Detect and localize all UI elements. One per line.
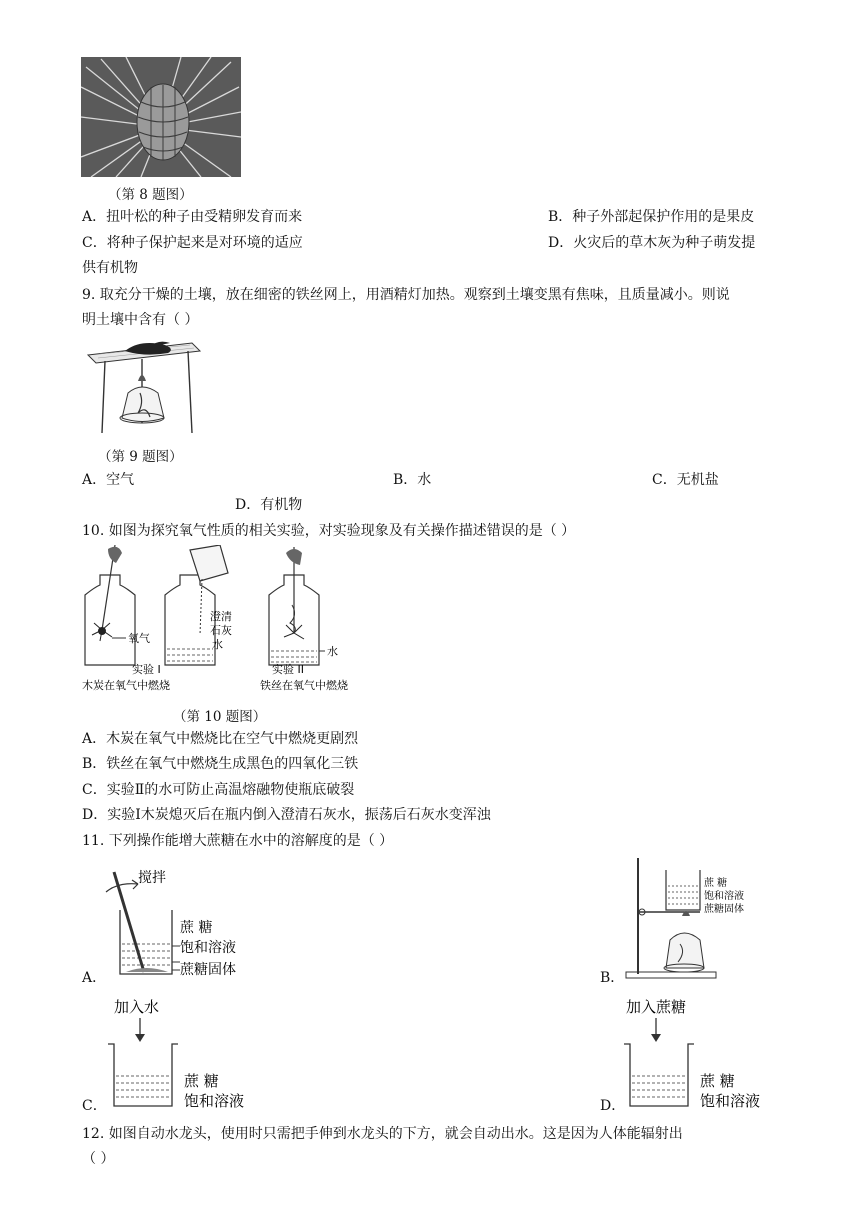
saturated-solution-label: 饱和溶液 [700, 1092, 761, 1110]
pine-cone-photo [81, 57, 241, 177]
sucrose-label: 蔗 糖 [184, 1072, 219, 1090]
option-a: A． [82, 970, 107, 986]
option-d: D．火灾后的草木灰为种子萌发提 [548, 235, 756, 251]
add-water-beaker-diagram [100, 992, 256, 1112]
experiment-2-label: 实验 II [272, 663, 304, 676]
oxygen-experiment-diagram [80, 545, 362, 697]
option-c: C．无机盐 [652, 472, 719, 488]
option-b: B．种子外部起保护作用的是果皮 [548, 209, 755, 225]
sucrose-solid-label: 蔗糖固体 [704, 904, 744, 915]
question-stem: 12. 如图自动水龙头，使用时只需把手伸到水龙头的下方，就会自动出水。这是因为人体能辐射出 [82, 1126, 683, 1142]
add-water-label: 加入水 [114, 998, 160, 1016]
limewater-label-1: 澄清 [210, 610, 232, 623]
question-stem-continued: （ ） [82, 1151, 115, 1167]
experiment-2-description: 铁丝在氧气中燃烧 [260, 679, 348, 692]
experiment-1-label: 实验 I [132, 663, 161, 676]
option-d: D．实验Ⅰ木炭熄灭后在瓶内倒入澄清石灰水，振荡后石灰水变浑浊 [82, 807, 491, 823]
stir-label: 搅拌 [138, 870, 166, 886]
heating-beaker-diagram [620, 856, 748, 982]
option-b: B． [600, 970, 625, 986]
option-a: A．扭叶松的种子由受精卵发育而来 [82, 209, 303, 225]
saturated-solution-label: 饱和溶液 [704, 891, 744, 902]
option-d: D．有机物 [235, 497, 303, 513]
question-stem: 9. 取充分干燥的土壤，放在细密的铁丝网上，用酒精灯加热。观察到土壤变黑有焦味，且质量减小。则说 [82, 287, 730, 303]
option-c: C．实验Ⅱ的水可防止高温熔融物使瓶底破裂 [82, 782, 355, 798]
experiment-1-description: 木炭在氧气中燃烧 [82, 679, 170, 692]
option-c: C．将种子保护起来是对环境的适应 [82, 235, 303, 251]
figure-caption: （第 8 题图） [108, 187, 193, 203]
water-label: 水 [327, 645, 338, 658]
option-b: B．水 [393, 472, 432, 488]
figure-caption: （第 10 题图） [173, 709, 267, 725]
limewater-label-3: 水 [212, 638, 223, 651]
option-c: C． [82, 1098, 107, 1114]
option-d: D． [600, 1098, 626, 1114]
option-b: B．铁丝在氧气中燃烧生成黑色的四氧化三铁 [82, 756, 359, 772]
sucrose-label: 蔗 糖 [704, 878, 728, 889]
saturated-solution-label: 饱和溶液 [184, 1092, 245, 1110]
add-sucrose-beaker-diagram [616, 992, 772, 1112]
soil-heating-diagram [80, 333, 204, 438]
add-sucrose-label: 加入蔗糖 [626, 998, 687, 1016]
question-stem: 11. 下列操作能增大蔗糖在水中的溶解度的是（ ） [82, 833, 394, 849]
oxygen-label: 氧气 [128, 632, 150, 645]
sucrose-label: 蔗 糖 [700, 1072, 735, 1090]
option-d-continued: 供有机物 [82, 260, 138, 276]
sucrose-label: 蔗 糖 [180, 920, 213, 936]
option-a: A．空气 [82, 472, 135, 488]
saturated-solution-label: 饱和溶液 [180, 940, 236, 956]
limewater-label-2: 石灰 [210, 624, 232, 637]
stirring-beaker-diagram [98, 862, 248, 984]
sucrose-solid-label: 蔗糖固体 [180, 962, 236, 978]
figure-caption: （第 9 题图） [98, 449, 183, 465]
option-a: A．木炭在氧气中燃烧比在空气中燃烧更剧烈 [82, 731, 359, 747]
question-stem-continued: 明土壤中含有（ ） [82, 312, 199, 328]
question-stem: 10. 如图为探究氧气性质的相关实验，对实验现象及有关操作描述错误的是（ ） [82, 523, 576, 539]
